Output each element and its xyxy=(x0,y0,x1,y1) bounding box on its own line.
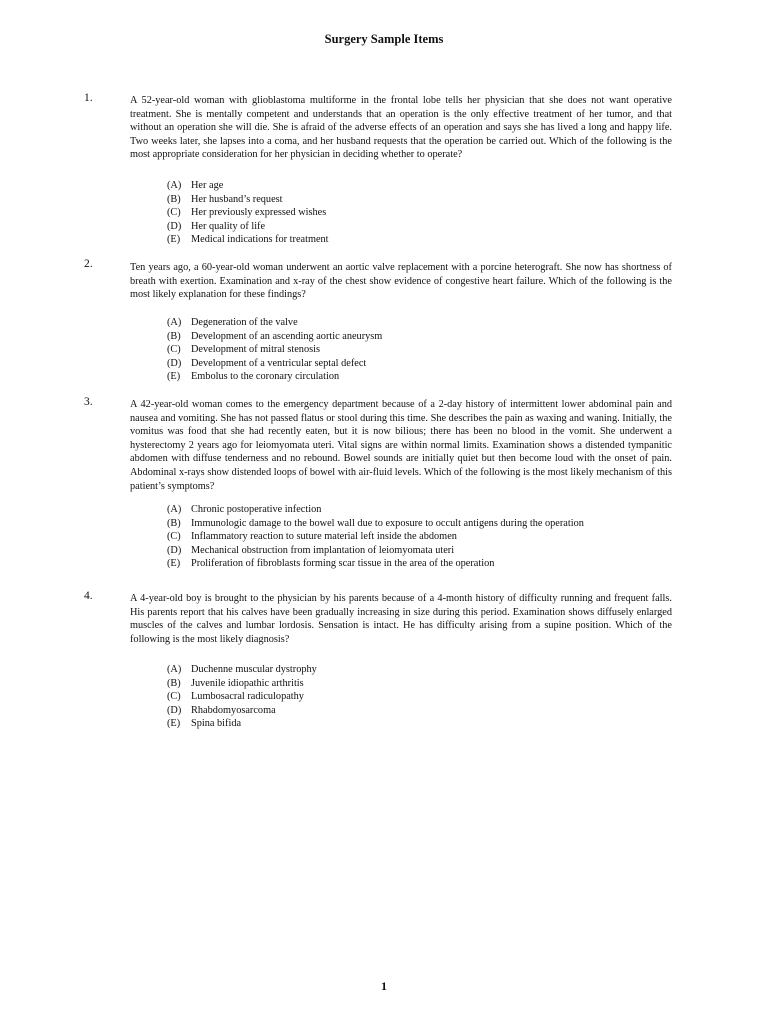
option-text: Rhabdomyosarcoma xyxy=(191,704,276,716)
answer-option xyxy=(167,704,317,718)
answer-option xyxy=(167,677,317,691)
answer-option xyxy=(167,330,382,344)
document-title: Surgery Sample Items xyxy=(324,32,444,46)
answer-option xyxy=(167,517,584,531)
answer-option xyxy=(167,370,382,384)
answer-option xyxy=(167,557,584,571)
option-letter: (C) xyxy=(167,691,181,703)
question-stem: A 42-year-old woman comes to the emergency department because of a 2-day history of intermittent lower abdominal pain and nausea and vomiting. She has not passed flatus or stool during this time. She describes the pain as waxing and waning. Initially, the vomitus was food that she had recently eaten, but it is now bilious; there has been no blood in the vomit. She underwent a hysterectomy 2 years ago for leiomyomata uteri. Vital signs are within normal limits. Examination shows a distended tympanitic abdomen with diffuse tenderness and no rebound. Bowel sounds are initially quiet but then become loud with the onset of pain. Abdominal x-rays show distended loops of bowel with air-fluid levels. Which of the following is the most likely mechanism of this patient’s symptoms? xyxy=(130,399,672,492)
answer-options xyxy=(167,663,317,731)
answer-option xyxy=(167,663,317,677)
option-letter: (B) xyxy=(167,330,181,342)
option-letter: (A) xyxy=(167,504,182,515)
option-text: Her husband’s request xyxy=(191,193,283,205)
option-letter: (E) xyxy=(167,558,181,570)
answer-option xyxy=(167,206,329,220)
answer-option xyxy=(167,544,584,558)
option-letter: (A) xyxy=(167,664,182,675)
answer-option xyxy=(167,220,329,234)
answer-option xyxy=(167,357,382,371)
option-letter: (B) xyxy=(167,517,181,529)
question-number: 3. xyxy=(84,396,93,408)
option-text: Embolus to the coronary circulation xyxy=(191,371,340,383)
answer-options xyxy=(167,503,584,571)
option-text: Proliferation of fibroblasts forming scar tissue in the area of the operation xyxy=(191,558,495,570)
answer-option xyxy=(167,233,329,247)
option-text: Development of mitral stenosis xyxy=(191,344,320,356)
option-letter: (D) xyxy=(167,544,182,556)
option-text: Immunologic damage to the bowel wall due to exposure to occult antigens during the operation xyxy=(191,517,584,529)
option-text: Her quality of life xyxy=(191,220,266,232)
option-text: Medical indications for treatment xyxy=(191,234,329,246)
answer-option xyxy=(167,503,584,517)
answer-option xyxy=(167,179,329,193)
option-letter: (C) xyxy=(167,207,181,219)
option-letter: (C) xyxy=(167,531,181,543)
answer-options xyxy=(167,179,329,247)
question-stem: A 52-year-old woman with glioblastoma multiforme in the frontal lobe tells her physician that she does not want operative treatment. She is mentally competent and understands that an operation is the only effective treatment of her tumor, and that without an operation she will die. She is afraid of the adverse effects of an operation and says she has lived a long and happy life. Two weeks later, she lapses into a coma, and her husband requests that the operation be carried out. Which of the following is the most appropriate consideration for her physician in deciding whether to operate? xyxy=(130,95,672,161)
option-text: Duchenne muscular dystrophy xyxy=(191,664,317,675)
question-stem: Ten years ago, a 60-year-old woman underwent an aortic valve replacement with a porcine heterograft. She now has shortness of breath with exertion. Examination and x-ray of the chest show evidence of congestive heart failure. Which of the following is the most likely explanation for these findings? xyxy=(130,262,672,301)
answer-option xyxy=(167,717,317,731)
option-letter: (B) xyxy=(167,193,181,205)
answer-option xyxy=(167,343,382,357)
option-text: Her age xyxy=(191,180,224,191)
option-text: Development of a ventricular septal defect xyxy=(191,357,367,369)
answer-option xyxy=(167,530,584,544)
option-letter: (D) xyxy=(167,357,182,369)
option-text: Development of an ascending aortic aneurysm xyxy=(191,330,383,342)
answer-option xyxy=(167,193,329,207)
answer-option xyxy=(167,690,317,704)
answer-option xyxy=(167,316,382,330)
option-letter: (E) xyxy=(167,718,181,730)
question-stem: A 4-year-old boy is brought to the physician by his parents because of a 4-month history of difficulty running and frequent falls. His parents report that his calves have been gradually increasing in size during this period. Examination shows diffusely enlarged muscles of the calves and lumbar lordosis. Sensation is intact. He has difficulty arising from a supine position. Which of the following is the most likely diagnosis? xyxy=(130,593,672,645)
option-text: Inflammatory reaction to suture material left inside the abdomen xyxy=(191,531,457,543)
question-number: 4. xyxy=(84,590,93,602)
option-letter: (D) xyxy=(167,220,182,232)
option-text: Spina bifida xyxy=(191,718,242,730)
option-letter: (D) xyxy=(167,704,182,716)
option-text: Degeneration of the valve xyxy=(191,317,298,328)
option-letter: (A) xyxy=(167,180,182,191)
option-letter: (E) xyxy=(167,234,181,246)
option-text: Her previously expressed wishes xyxy=(191,207,327,219)
question-number: 2. xyxy=(84,258,93,270)
option-letter: (B) xyxy=(167,677,181,689)
option-letter: (E) xyxy=(167,371,181,383)
option-text: Lumbosacral radiculopathy xyxy=(191,691,304,703)
option-letter: (C) xyxy=(167,344,181,356)
answer-options xyxy=(167,316,382,384)
option-text: Chronic postoperative infection xyxy=(191,504,322,515)
page-number: 1 xyxy=(381,979,387,993)
option-text: Mechanical obstruction from implantation of leiomyomata uteri xyxy=(191,544,455,556)
option-letter: (A) xyxy=(167,317,182,328)
option-text: Juvenile idiopathic arthritis xyxy=(191,677,304,689)
question-number: 1. xyxy=(84,92,93,104)
